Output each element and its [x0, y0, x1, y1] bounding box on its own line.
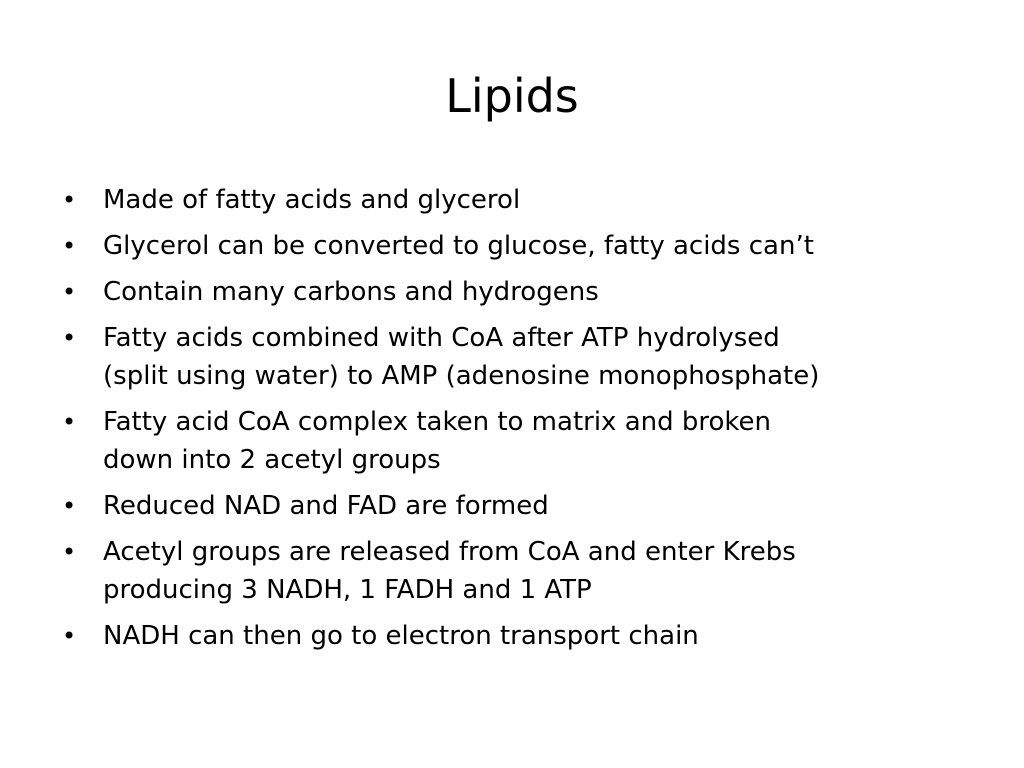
bullet-item	[60, 617, 1000, 655]
bullet-item	[60, 273, 1000, 311]
slide-title: Lipids	[445, 69, 579, 123]
bullet-icon: •	[62, 232, 77, 260]
bullet-item	[60, 181, 1000, 219]
bullet-icon: •	[62, 186, 77, 214]
bullet-icon: •	[62, 408, 77, 436]
bullet-text	[103, 487, 1000, 525]
bullet-icon: •	[62, 622, 77, 650]
bullet-line: Reduced NAD and FAD are formed	[103, 491, 549, 521]
bullet-text	[103, 533, 1000, 609]
bullet-line: Glycerol can be converted to glucose, fatty acids can’t	[103, 231, 814, 261]
bullet-icon: •	[62, 492, 77, 520]
bullet-item	[60, 403, 1000, 479]
bullet-line: Fatty acid CoA complex taken to matrix and broken	[103, 407, 772, 437]
bullet-item	[60, 533, 1000, 609]
bullet-line: Made of fatty acids and glycerol	[103, 185, 521, 215]
bullet-item	[60, 227, 1000, 265]
bullet-text	[103, 403, 1000, 479]
bullet-icon: •	[62, 538, 77, 566]
bullet-line: Acetyl groups are released from CoA and enter Krebs	[103, 537, 796, 567]
bullet-line: NADH can then go to electron transport chain	[103, 621, 699, 651]
bullet-line: (split using water) to AMP (adenosine monophosphate)	[103, 361, 820, 391]
bullet-icon: •	[62, 278, 77, 306]
bullet-text	[103, 273, 1000, 311]
bullet-item	[60, 319, 1000, 395]
bullet-line: down into 2 acetyl groups	[103, 445, 441, 475]
bullet-line: Contain many carbons and hydrogens	[103, 277, 599, 307]
bullet-icon: •	[62, 324, 77, 352]
bullet-text	[103, 617, 1000, 655]
bullet-text	[103, 319, 1000, 395]
bullet-line: Fatty acids combined with CoA after ATP hydrolysed	[103, 323, 780, 353]
bullet-item	[60, 487, 1000, 525]
bullet-text	[103, 181, 1000, 219]
bullet-line: producing 3 NADH, 1 FADH and 1 ATP	[103, 575, 592, 605]
bullet-list	[60, 181, 1000, 663]
bullet-text	[103, 227, 1000, 265]
